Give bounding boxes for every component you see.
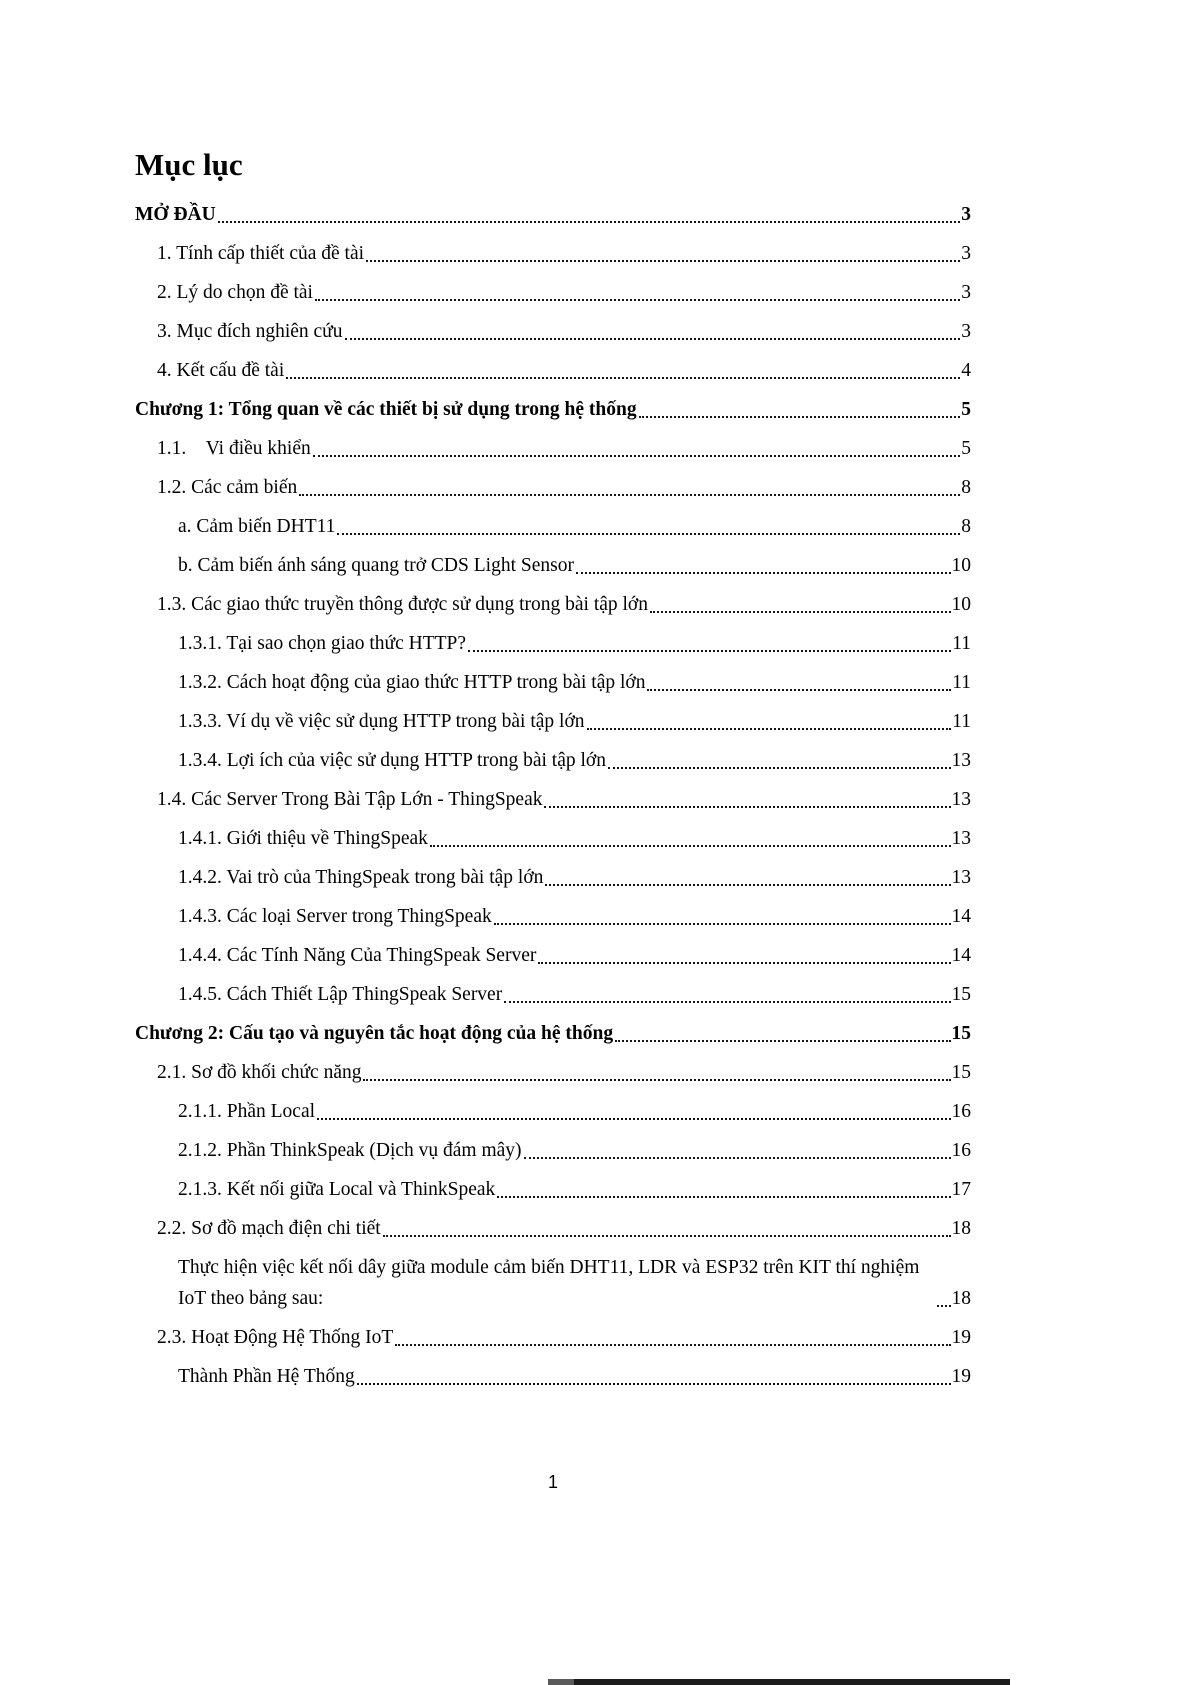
toc-entry[interactable]: [135, 823, 971, 854]
dot-leader: [538, 962, 950, 964]
toc-entry-label: 1.3.3. Ví dụ về việc sử dụng HTTP trong bài tập lớn: [178, 711, 585, 732]
toc-entry[interactable]: [135, 1361, 971, 1392]
toc-entry-label: MỞ ĐẦU: [135, 204, 216, 225]
toc-entry[interactable]: [135, 199, 971, 230]
dot-leader: [357, 1383, 951, 1385]
toc-entry-label: Chương 1: Tổng quan về các thiết bị sử dụng trong hệ thống: [135, 399, 637, 420]
toc-entry-page: 3: [961, 243, 971, 264]
toc-entry-label: 1.4.2. Vai trò của ThingSpeak trong bài tập lớn: [178, 867, 544, 888]
dot-leader: [313, 455, 961, 457]
toc-entry-label: 1.3. Các giao thức truyền thông được sử dụng trong bài tập lớn: [157, 594, 648, 615]
toc-entry[interactable]: [135, 940, 971, 971]
toc-entry-page: 8: [961, 516, 971, 537]
toc-entry-page: 5: [961, 399, 971, 420]
dot-leader: [937, 1305, 951, 1307]
toc-entry-page: 14: [951, 945, 971, 966]
footer-page-number: 1: [547, 1472, 558, 1492]
toc-entry-label: 1.4.5. Cách Thiết Lập ThingSpeak Server: [178, 984, 503, 1005]
dot-leader: [615, 1040, 950, 1042]
toc-entry[interactable]: [135, 511, 971, 542]
toc-entry-label: 2.1.3. Kết nối giữa Local và ThinkSpeak: [178, 1179, 496, 1200]
toc-entry[interactable]: [135, 394, 971, 425]
toc-entry-label: 2.1.1. Phần Local: [178, 1101, 316, 1122]
toc-entry-label: 1.4.3. Các loại Server trong ThingSpeak: [178, 906, 492, 927]
toc-entry-page: 16: [951, 1101, 971, 1122]
dot-leader: [345, 338, 961, 340]
toc-entry[interactable]: [135, 550, 971, 581]
toc-entry[interactable]: [135, 784, 971, 815]
toc-entry-page: 10: [951, 555, 971, 576]
toc-entry-page: 13: [951, 750, 971, 771]
toc-entry[interactable]: [135, 1252, 971, 1314]
toc-entry-page: 3: [961, 204, 971, 225]
toc-entry-page: 19: [951, 1366, 971, 1387]
toc-entry-page: 17: [951, 1179, 971, 1200]
dot-leader: [468, 650, 951, 652]
toc-entry[interactable]: [135, 1057, 971, 1088]
toc-entry[interactable]: [135, 1135, 971, 1166]
toc-entry-page: 18: [951, 1218, 971, 1239]
toc-entry[interactable]: [135, 589, 971, 620]
toc-entry-label: Thực hiện việc kết nối dây giữa module cảm biến DHT11, LDR và ESP32 trên KIT thí nghiệm IoT theo bảng sau:: [178, 1257, 920, 1309]
toc-entry-label: 2.1. Sơ đồ khối chức năng: [157, 1062, 362, 1083]
dot-leader: [395, 1344, 950, 1346]
toc-entry[interactable]: [135, 667, 971, 698]
toc-entry[interactable]: [135, 1322, 971, 1353]
toc-entry-page: 3: [961, 282, 971, 303]
toc-entry[interactable]: [135, 1213, 971, 1244]
toc-entry[interactable]: [135, 433, 971, 464]
dot-leader: [383, 1235, 951, 1237]
dot-leader: [544, 806, 950, 808]
toc-entry-page: 11: [952, 672, 971, 693]
toc-entry-label: 1.3.2. Cách hoạt động của giao thức HTTP trong bài tập lớn: [178, 672, 646, 693]
toc-entry-page: 11: [952, 633, 971, 654]
toc-entry[interactable]: [135, 979, 971, 1010]
toc-entry-label: 1.2. Các cảm biến: [157, 477, 298, 498]
toc-entry[interactable]: [135, 706, 971, 737]
toc-entry-label: 1.3.4. Lợi ích của việc sử dụng HTTP trong bài tập lớn: [178, 750, 606, 771]
toc-entry-page: 13: [951, 867, 971, 888]
dot-leader: [608, 767, 951, 769]
dot-leader: [504, 1001, 950, 1003]
toc-entry-label: 1.4.1. Giới thiệu về ThingSpeak: [178, 828, 428, 849]
dot-leader: [363, 1079, 950, 1081]
page-title: Mục lục: [135, 147, 243, 182]
toc-entry-page: 19: [951, 1327, 971, 1348]
toc-entry-page: 5: [961, 438, 971, 459]
toc-entry-label: 4. Kết cấu đề tài: [157, 360, 285, 381]
dot-leader: [317, 1118, 950, 1120]
toc-entry[interactable]: [135, 355, 971, 386]
toc-entry-label: 2.1.2. Phần ThinkSpeak (Dịch vụ đám mây): [178, 1140, 522, 1161]
dot-leader: [650, 611, 951, 613]
dot-leader: [299, 494, 960, 496]
toc-entry-label: 2.3. Hoạt Động Hệ Thống IoT: [157, 1327, 394, 1348]
dot-leader: [286, 377, 960, 379]
toc-entry-page: 15: [951, 1023, 971, 1044]
dot-leader: [315, 299, 960, 301]
bottom-edge-artifact: [548, 1679, 1010, 1685]
dot-leader: [576, 572, 951, 574]
toc-entry-label: 1.4.4. Các Tính Năng Của ThingSpeak Server: [178, 945, 537, 966]
toc-entry[interactable]: [135, 901, 971, 932]
toc-entry-label: 1.3.1. Tại sao chọn giao thức HTTP?: [178, 633, 467, 654]
toc-entry-page: 13: [951, 828, 971, 849]
toc-entry-page: 14: [951, 906, 971, 927]
dot-leader: [524, 1157, 951, 1159]
toc-entry-page: 3: [961, 321, 971, 342]
toc-entry-label: 3. Mục đích nghiên cứu: [157, 321, 343, 342]
toc-entry-page: 4: [961, 360, 971, 381]
toc-entry-label: Thành Phần Hệ Thống: [178, 1366, 355, 1387]
dot-leader: [366, 260, 960, 262]
toc-entry[interactable]: [135, 277, 971, 308]
toc-entry-page: 8: [961, 477, 971, 498]
toc-entry-page: 13: [951, 789, 971, 810]
toc-entry[interactable]: [135, 238, 971, 269]
dot-leader: [545, 884, 950, 886]
toc-list: [135, 199, 971, 1392]
toc-entry-label: a. Cảm biến DHT11: [178, 516, 336, 537]
toc-entry[interactable]: [135, 1174, 971, 1205]
dot-leader: [639, 416, 961, 418]
toc-entry[interactable]: [135, 472, 971, 503]
toc-entry[interactable]: [135, 745, 971, 776]
document-page: [135, 0, 971, 1400]
dot-leader: [587, 728, 952, 730]
dot-leader: [337, 533, 960, 535]
toc-entry-page: 11: [952, 711, 971, 732]
toc-entry-label: 2.2. Sơ đồ mạch điện chi tiết: [157, 1218, 381, 1239]
toc-entry[interactable]: [135, 628, 971, 659]
toc-entry[interactable]: [135, 862, 971, 893]
toc-entry-page: 10: [951, 594, 971, 615]
dot-leader: [494, 923, 951, 925]
toc-entry-label: 1. Tính cấp thiết của đề tài: [157, 243, 365, 264]
dot-leader: [430, 845, 951, 847]
toc-entry-page: 16: [951, 1140, 971, 1161]
dot-leader: [647, 689, 951, 691]
toc-entry[interactable]: [135, 1018, 971, 1049]
dot-leader: [218, 221, 961, 223]
toc-entry-label: 1.4. Các Server Trong Bài Tập Lớn - ThingSpeak: [157, 789, 543, 810]
toc-entry-label: Chương 2: Cấu tạo và nguyên tắc hoạt động của hệ thống: [135, 1023, 614, 1044]
toc-entry[interactable]: [135, 316, 971, 347]
toc-entry-page: 15: [951, 1062, 971, 1083]
bottom-edge-artifact-segment: [548, 1679, 574, 1685]
toc-entry-label: b. Cảm biến ánh sáng quang trở CDS Light Sensor: [178, 555, 574, 576]
toc-entry-label: 2. Lý do chọn đề tài: [157, 282, 313, 303]
toc-entry-page: 15: [951, 984, 971, 1005]
toc-entry-label: 1.1. Vi điều khiển: [157, 438, 311, 459]
toc-entry[interactable]: [135, 1096, 971, 1127]
toc-entry-page: 18: [951, 1288, 971, 1309]
dot-leader: [497, 1196, 950, 1198]
